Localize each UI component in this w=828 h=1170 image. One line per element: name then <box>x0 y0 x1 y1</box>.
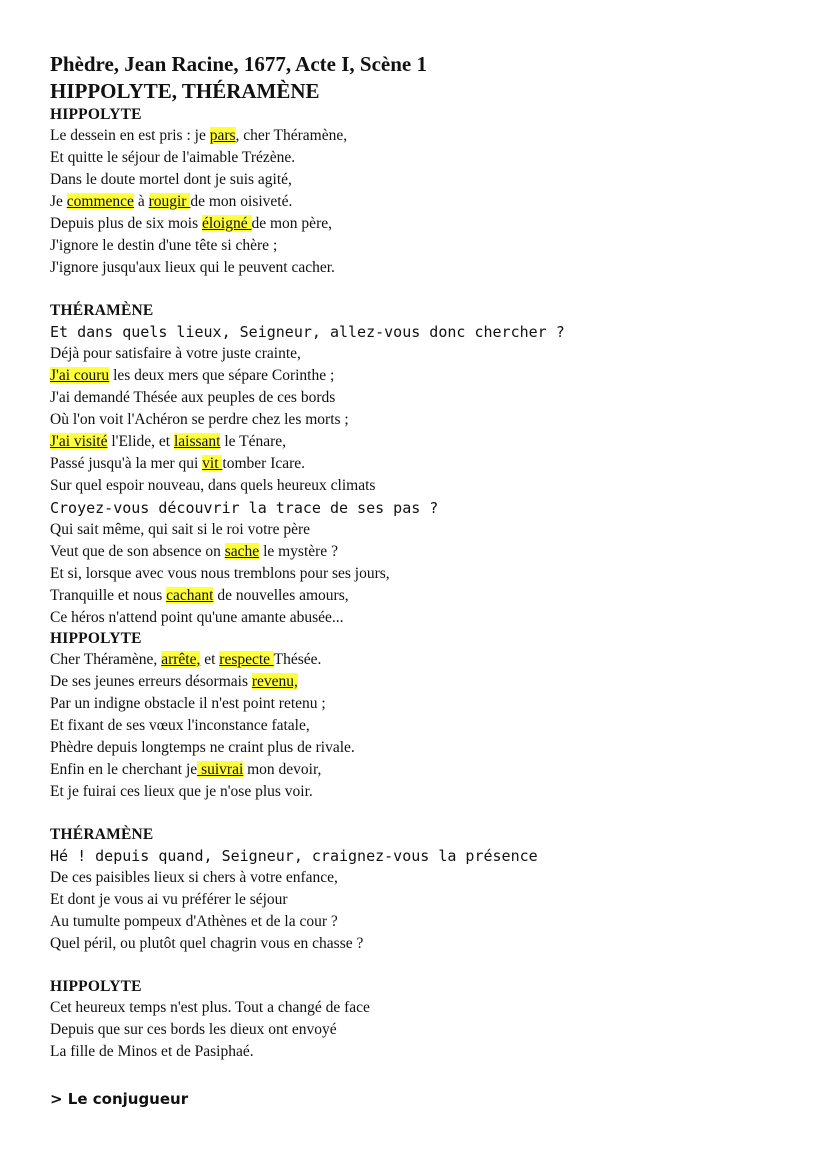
verse-text: Et fixant de ses vœux l'inconstance fatale, <box>50 717 310 734</box>
verse-line <box>50 715 798 737</box>
verse-line <box>50 889 798 911</box>
verse-line <box>50 563 798 585</box>
verse-text: , cher Théramène, <box>235 127 348 144</box>
verse-text: de mon père, <box>251 215 332 232</box>
stanza-gap <box>50 279 798 301</box>
verse-text: les deux mers que sépare Corinthe ; <box>109 367 335 384</box>
speaker-name: HIPPOLYTE <box>50 978 142 995</box>
verse-line <box>50 693 798 715</box>
highlighted-verb: revenu, <box>251 673 298 690</box>
verse-line <box>50 431 798 453</box>
verse-text: J'ai demandé Thésée aux peuples de ces bords <box>50 389 336 406</box>
verse-line <box>50 257 798 279</box>
stanza-gap <box>50 803 798 825</box>
verse-text: Je <box>50 193 67 210</box>
verse-text: De ces paisibles lieux si chers à votre enfance, <box>50 869 338 886</box>
verse-line <box>50 1019 798 1041</box>
highlighted-verb: J'ai visité <box>50 433 108 450</box>
verse-line <box>50 845 798 867</box>
verse-text: Où l'on voit l'Achéron se perdre chez les morts ; <box>50 411 349 428</box>
speaker-name: HIPPOLYTE <box>50 630 142 647</box>
highlighted-verb: commence <box>66 193 134 210</box>
verse-line <box>50 541 798 563</box>
speech-block <box>50 825 798 977</box>
verse-text: Au tumulte pompeux d'Athènes et de la cour ? <box>50 913 338 930</box>
verse-text: l'Elide, et <box>107 433 174 450</box>
verse-text: Et quitte le séjour de l'aimable Trézène. <box>50 149 296 166</box>
stanza-gap <box>50 1063 798 1085</box>
verse-text: Et je fuirai ces lieux que je n'ose plus voir. <box>50 783 313 800</box>
verse-line <box>50 387 798 409</box>
speaker-name: THÉRAMÈNE <box>50 302 154 319</box>
verse-text: J'ignore le destin d'une tête si chère ; <box>50 237 278 254</box>
highlighted-verb: sache <box>224 543 260 560</box>
verse-text: Enfin en le cherchant je <box>50 761 198 778</box>
verse-text: Ce héros n'attend point qu'une amante abusée... <box>50 609 344 626</box>
verse-text: Et si, lorsque avec vous nous tremblons pour ses jours, <box>50 565 390 582</box>
highlighted-verb: laissant <box>173 433 221 450</box>
verse-line <box>50 321 798 343</box>
verse-line <box>50 343 798 365</box>
verse-line <box>50 191 798 213</box>
verse-text: Sur quel espoir nouveau, dans quels heureux climats <box>50 477 376 494</box>
highlighted-verb: rougir <box>148 193 191 210</box>
highlighted-verb: suivrai <box>197 761 244 778</box>
verse-text: de mon oisiveté. <box>190 193 293 210</box>
verse-line <box>50 781 798 803</box>
dialogue <box>50 105 798 1085</box>
verse-text: Veut que de son absence on <box>50 543 225 560</box>
verse-line <box>50 759 798 781</box>
verse-line <box>50 365 798 387</box>
highlighted-verb: vit <box>202 455 223 472</box>
verse-line <box>50 1041 798 1063</box>
verse-text: et <box>200 651 220 668</box>
speech-block <box>50 629 798 825</box>
verse-line <box>50 213 798 235</box>
characters-heading: HIPPOLYTE, THÉRAMÈNE <box>50 79 320 103</box>
verse-text: Déjà pour satisfaire à votre juste crainte, <box>50 345 301 362</box>
verse-text: Hé ! depuis quand, Seigneur, craignez-vous la présence <box>50 847 538 865</box>
verse-line <box>50 649 798 671</box>
verse-text: La fille de Minos et de Pasiphaé. <box>50 1043 254 1060</box>
verse-text: le mystère ? <box>259 543 338 560</box>
document-page <box>50 51 798 1109</box>
verse-line <box>50 169 798 191</box>
verse-line <box>50 125 798 147</box>
verse-line <box>50 607 798 629</box>
speaker-name: THÉRAMÈNE <box>50 826 154 843</box>
verse-text: Par un indigne obstacle il n'est point retenu ; <box>50 695 326 712</box>
verse-text: Le dessein en est pris : je <box>50 127 210 144</box>
verse-line <box>50 911 798 933</box>
verse-text: le Ténare, <box>220 433 287 450</box>
verse-text: Croyez-vous découvrir la trace de ses pas ? <box>50 499 439 517</box>
verse-line <box>50 997 798 1019</box>
verse-text: mon devoir, <box>243 761 322 778</box>
verse-text: tomber Icare. <box>222 455 306 472</box>
speaker-name: HIPPOLYTE <box>50 106 142 123</box>
speech-block <box>50 301 798 629</box>
highlighted-verb: éloigné <box>202 215 252 232</box>
highlighted-verb: arrête, <box>161 651 201 668</box>
verse-text: Quel péril, ou plutôt quel chagrin vous en chasse ? <box>50 935 364 952</box>
verse-line <box>50 867 798 889</box>
highlighted-verb: pars <box>209 127 236 144</box>
verse-line <box>50 737 798 759</box>
highlighted-verb: respecte <box>219 651 274 668</box>
verse-text: Cher Théramène, <box>50 651 162 668</box>
verse-text: Thésée. <box>273 651 322 668</box>
verse-line <box>50 475 798 497</box>
verse-line <box>50 671 798 693</box>
highlighted-verb: J'ai couru <box>50 367 110 384</box>
verse-text: J'ignore jusqu'aux lieux qui le peuvent cacher. <box>50 259 335 276</box>
document-title: Phèdre, Jean Racine, 1677, Acte I, Scène 1 <box>50 52 427 76</box>
verse-line <box>50 409 798 431</box>
verse-text: à <box>133 193 149 210</box>
verse-line <box>50 585 798 607</box>
verse-text: Passé jusqu'à la mer qui <box>50 455 203 472</box>
verse-text: Et dans quels lieux, Seigneur, allez-vous donc chercher ? <box>50 323 565 341</box>
stanza-gap <box>50 955 798 977</box>
verse-line <box>50 235 798 257</box>
verse-line <box>50 519 798 541</box>
verse-text: Cet heureux temps n'est plus. Tout a changé de face <box>50 999 370 1016</box>
speech-block <box>50 977 798 1085</box>
speech-block <box>50 105 798 301</box>
verse-line <box>50 933 798 955</box>
highlighted-verb: cachant <box>166 587 214 604</box>
verse-text: Dans le doute mortel dont je suis agité, <box>50 171 292 188</box>
verse-line <box>50 453 798 475</box>
verse-text: Tranquille et nous <box>50 587 167 604</box>
verse-text: Phèdre depuis longtemps ne craint plus de rivale. <box>50 739 355 756</box>
verse-text: Qui sait même, qui sait si le roi votre père <box>50 521 310 538</box>
verse-text: De ses jeunes erreurs désormais <box>50 673 252 690</box>
verse-line <box>50 147 798 169</box>
verse-text: de nouvelles amours, <box>213 587 349 604</box>
conjugueur-link[interactable]: > Le conjugueur <box>50 1090 189 1108</box>
verse-line <box>50 497 798 519</box>
verse-text: Depuis plus de six mois <box>50 215 202 232</box>
verse-text: Depuis que sur ces bords les dieux ont envoyé <box>50 1021 337 1038</box>
verse-text: Et dont je vous ai vu préférer le séjour <box>50 891 288 908</box>
